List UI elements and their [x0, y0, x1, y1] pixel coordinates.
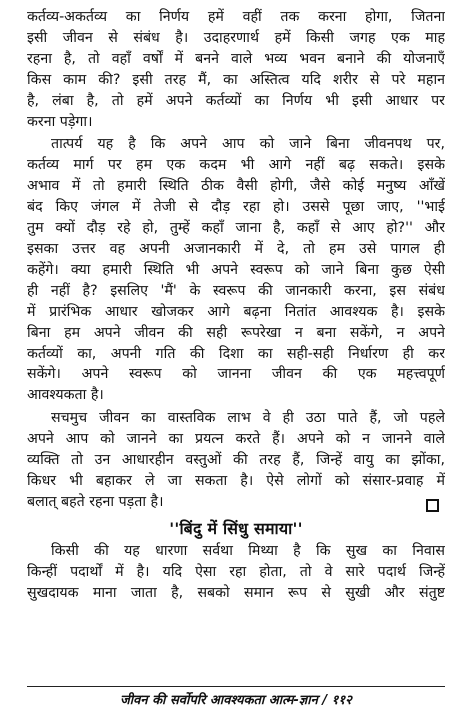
paragraph-1 [27, 7, 445, 132]
text-line: बंद किए जंगल में तेजी से दौड़ रहा हो। उससे पूछा जाए, ''भाई [27, 199, 445, 216]
text-line: कर्तव्यों का, अपनी गति की दिशा का सही-सही निर्धारण ही कर [27, 345, 445, 362]
text-line: अपने आप को जानने का प्रयत्न करते हैं। अपने को न जानने वाले [27, 431, 445, 448]
end-of-section-box-icon [426, 499, 439, 512]
text-line: व्यक्ति तो उन आधारहीन वस्तुओं की तरह हैं, जिन्हें वायु का झोंका, [27, 452, 445, 469]
text-line: सुखदायक माना जाता है, सबको समान रूप से सुखी और संतुष्ट [27, 584, 445, 601]
text-line: रहना है, तो वहाँ वर्षों में बनने वाले भव्य भवन बनाने की योजनाएँ [27, 50, 445, 67]
text-line: तात्पर्य यह है कि अपने आप को जाने बिना जीवनपथ पर, [51, 136, 445, 153]
text-line: ही नहीं है? इसलिए 'मैं' के स्वरूप की जानकारी करना, इस संबंध [27, 282, 445, 299]
text-line: कर्तव्य-अकर्तव्य का निर्णय हमें वहीं तक करना होगा, जितना [27, 9, 445, 25]
text-line: बलात् बहते रहना पड़ता है। [27, 493, 164, 510]
text-line: आवश्यकता है। [27, 387, 104, 404]
text-line: सचमुच जीवन का वास्तविक लाभ वे ही उठा पाते हैं, जो पहले [51, 410, 445, 427]
text-line: सकेंगे। अपने स्वरूप को जानना जीवन की एक महत्त्वपूर्ण [27, 366, 445, 383]
text-line: किस काम की? इसी तरह मैं, का अस्तित्व यदि शरीर से परे महान [27, 71, 445, 88]
text-line: किसी की यह धारणा सर्वथा मिथ्या है कि सुख का निवास [51, 542, 445, 559]
text-line: तुम क्यों दौड़ रहे हो, तुम्हें कहाँ जाना है, कहाँ से आए हो?'' और [27, 220, 445, 237]
text-line: बिना हम अपने जीवन की सही रूपरेखा न बना सकेंगे, न अपने [27, 324, 445, 341]
text-line: में प्रारंभिक आधार खोजकर आगे बढ़ना नितांत आवश्यक है। इसके [27, 303, 445, 320]
paragraph-4 [27, 541, 445, 604]
text-line: अभाव में तो हमारी स्थिति ठीक वैसी होगी, जैसे कोई मनुष्य आँखें [27, 178, 445, 195]
text-line: कर्तव्य मार्ग पर हम एक कदम भी आगे नहीं बढ़ सकते। इसके [27, 157, 445, 174]
text-line: इसी जीवन से संबंध है। उदाहरणार्थ हमें किसी जगह एक माह [27, 29, 445, 46]
footer-divider [27, 686, 445, 687]
book-page [27, 7, 445, 707]
text-line: कहेंगे। क्या हमारी स्थिति भी अपने स्वरूप को जाने बिना कुछ ऐसी [27, 261, 445, 278]
text-line: इसका उत्तर वह अपनी अजानकारी में दे, तो हम उसे पागल ही [27, 240, 445, 257]
section-heading: ''बिंदु में सिंधु समाया'' [169, 518, 303, 538]
text-line: करना पड़ेगा। [27, 113, 93, 130]
running-footer: जीवन की सर्वोपरि आवश्यकता आत्म-ज्ञान / ११२ [120, 693, 352, 708]
section-heading-row [27, 516, 445, 540]
text-line: है, लंबा है, तो हमें अपने कर्तव्यों का निर्णय भी इसी आधार पर [27, 92, 445, 109]
text-line: किधर भी बहाकर ले जा सकता है। ऐसे लोगों को संसार-प्रवाह में [27, 472, 445, 489]
text-line: किन्हीं पदार्थों में है। यदि ऐसा रहा होता, तो वे सारे पदार्थ जिन्हें [27, 563, 445, 580]
paragraph-2 [27, 134, 445, 406]
paragraph-3 [27, 408, 445, 513]
